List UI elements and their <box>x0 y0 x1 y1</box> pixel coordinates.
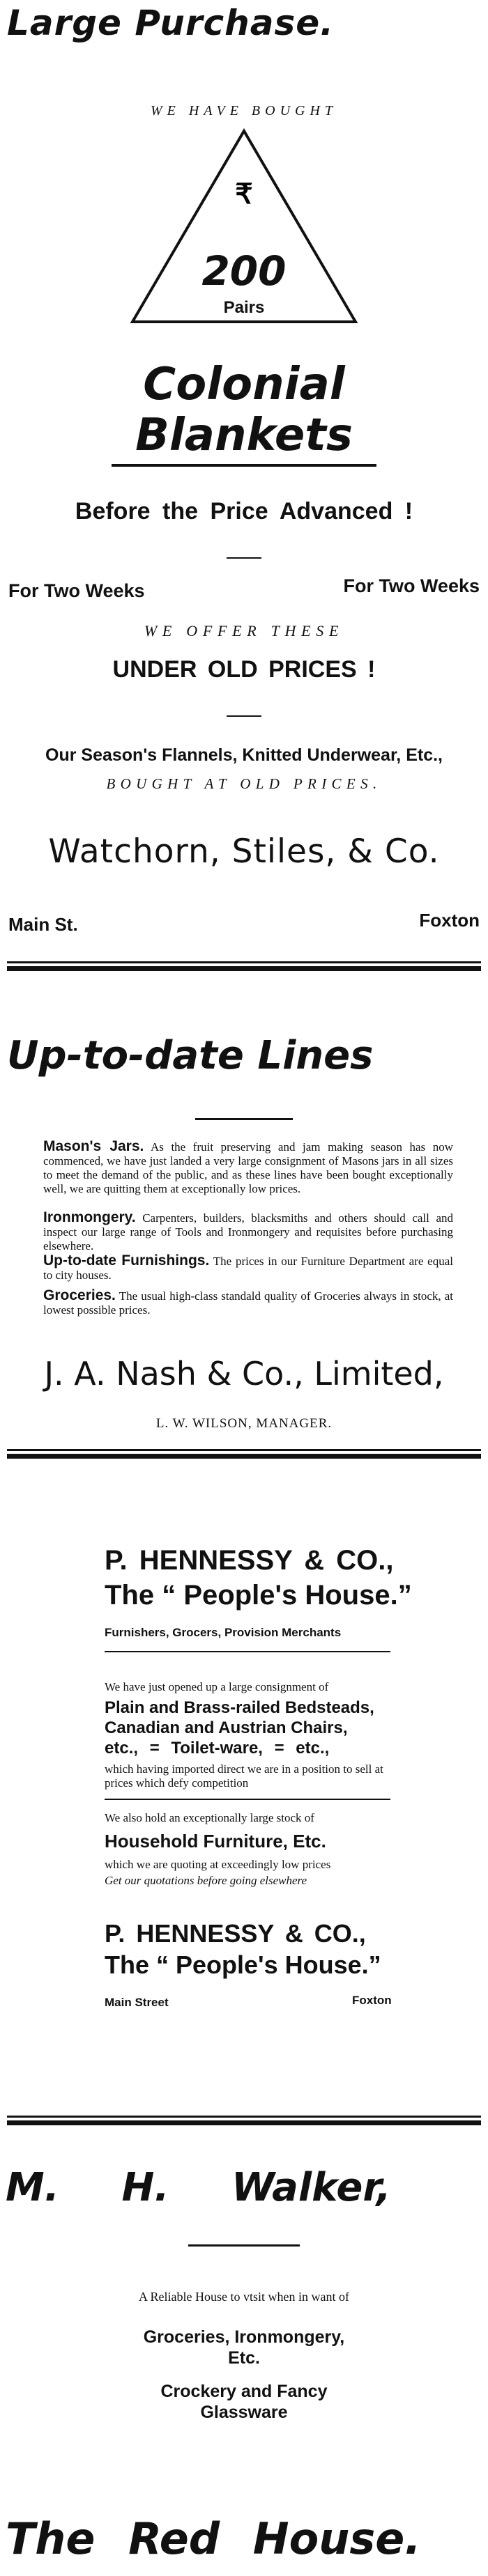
quotations-line: Get our quotations before going elsewhere <box>105 1874 307 1887</box>
address-street: Main St. <box>8 914 78 935</box>
hennessy-street: Main Street <box>105 1996 169 2009</box>
product-underline <box>112 464 376 467</box>
section-rule <box>7 1454 481 1459</box>
headline-up-to-date: Up-to-date Lines <box>7 1033 374 1078</box>
groceries-heading: Groceries. <box>43 1287 116 1303</box>
divider <box>105 1799 390 1800</box>
manager-line: L. W. WILSON, MANAGER. <box>155 1416 333 1431</box>
hennessy-peoples-house: The “ People's House.” <box>105 1580 412 1611</box>
firm-walker: M. H. Walker, <box>6 2165 391 2210</box>
masons-heading: Mason's Jars. <box>43 1138 144 1154</box>
hennessy-town: Foxton <box>352 1994 392 2007</box>
svg-text:₹: ₹ <box>235 178 253 210</box>
furnishings-block <box>43 1254 453 1282</box>
triangle-number: 200 <box>201 247 287 295</box>
groceries-ironmongery: Groceries, Ironmongery, Etc. <box>143 2327 345 2368</box>
we-offer-these: WE OFFER THESE <box>144 622 344 639</box>
two-weeks-right: For Two Weeks <box>343 575 480 596</box>
furnishings-text: The prices in our Furniture Department are equal to city houses. <box>43 1255 453 1282</box>
section-rule <box>7 2120 481 2125</box>
hennessy-name: P. HENNESSY & CO., <box>105 1545 394 1576</box>
hennessy-trades: Furnishers, Grocers, Provision Merchants <box>105 1626 342 1639</box>
quoting-line: which we are quoting at exceedingly low prices <box>105 1858 331 1871</box>
ironmongery-text: Carpenters, builders, blacksmiths and others should call and inspect our large range of Tools and Ironmongery and requisites before purchasing elsewhere. <box>43 1211 453 1252</box>
furnishings-heading: Up-to-date Furnishings. <box>43 1252 210 1268</box>
section-rule <box>7 2116 481 2118</box>
product-blankets: Blankets <box>135 410 353 461</box>
masons-text: As the fruit preserving and jam making season has now commenced, we have just landed a very large consignment of Masons jars in all sizes to meet the demand of the public, and as these lines have been bought exceptionally well, we are quitting them at exceptionally low prices. <box>43 1140 453 1195</box>
bedsteads-line: Plain and Brass-railed Bedsteads, <box>105 1698 374 1717</box>
groceries-block <box>43 1289 453 1317</box>
divider <box>188 2244 300 2247</box>
section-rule <box>7 966 481 971</box>
triangle-unit: Pairs <box>223 298 265 317</box>
under-old-prices: UNDER OLD PRICES ! <box>112 656 376 683</box>
bought-at-old-prices: BOUGHT AT OLD PRICES. <box>106 775 382 792</box>
also-hold-line: We also hold an exceptionally large stock of <box>105 1811 314 1824</box>
address-town: Foxton <box>419 910 480 931</box>
groceries-text: The usual high-class standald quality of Groceries always in stock, at lowest possible prices. <box>43 1289 453 1317</box>
flannels-line: Our Season's Flannels, Knitted Underwear, Etc., <box>45 745 443 765</box>
household-furniture: Household Furniture, Etc. <box>105 1831 326 1852</box>
before-price-advanced: Before the Price Advanced ! <box>75 498 413 525</box>
section-rule <box>7 1449 481 1451</box>
hennessy-peoples-house-2: The “ People's House.” <box>105 1950 381 1979</box>
product-colonial: Colonial <box>143 359 345 410</box>
two-weeks-left: For Two Weeks <box>8 580 145 601</box>
toiletware-line: etc., = Toilet-ware, = etc., <box>105 1739 330 1758</box>
firm-watchorn: Watchorn, Stiles, & Co. <box>48 832 440 871</box>
firm-nash: J. A. Nash & Co., Limited, <box>44 1355 444 1392</box>
we-have-bought: WE HAVE BOUGHT <box>150 103 338 118</box>
triangle-frame <box>125 125 363 327</box>
section-rule <box>7 961 481 963</box>
imported-line: which having imported direct we are in a position to sell at prices which defy competition <box>105 1762 383 1790</box>
crockery-glassware: Crockery and Fancy Glassware <box>160 2382 328 2422</box>
masons-block <box>43 1140 453 1196</box>
opened-line: We have just opened up a large consignment of <box>105 1680 329 1693</box>
red-house-heading: The Red House. <box>6 2513 421 2564</box>
headline-large-purchase: Large Purchase. <box>7 3 335 43</box>
divider <box>105 1651 390 1652</box>
hennessy-name-2: P. HENNESSY & CO., <box>105 1919 366 1948</box>
divider <box>195 1118 293 1120</box>
ironmongery-block <box>43 1211 453 1253</box>
ironmongery-heading: Ironmongery. <box>43 1209 136 1225</box>
reliable-line: A Reliable House to vtsit when in want of <box>139 2290 349 2304</box>
chairs-line: Canadian and Austrian Chairs, <box>105 1718 348 1737</box>
divider <box>227 715 261 717</box>
divider <box>227 557 261 559</box>
